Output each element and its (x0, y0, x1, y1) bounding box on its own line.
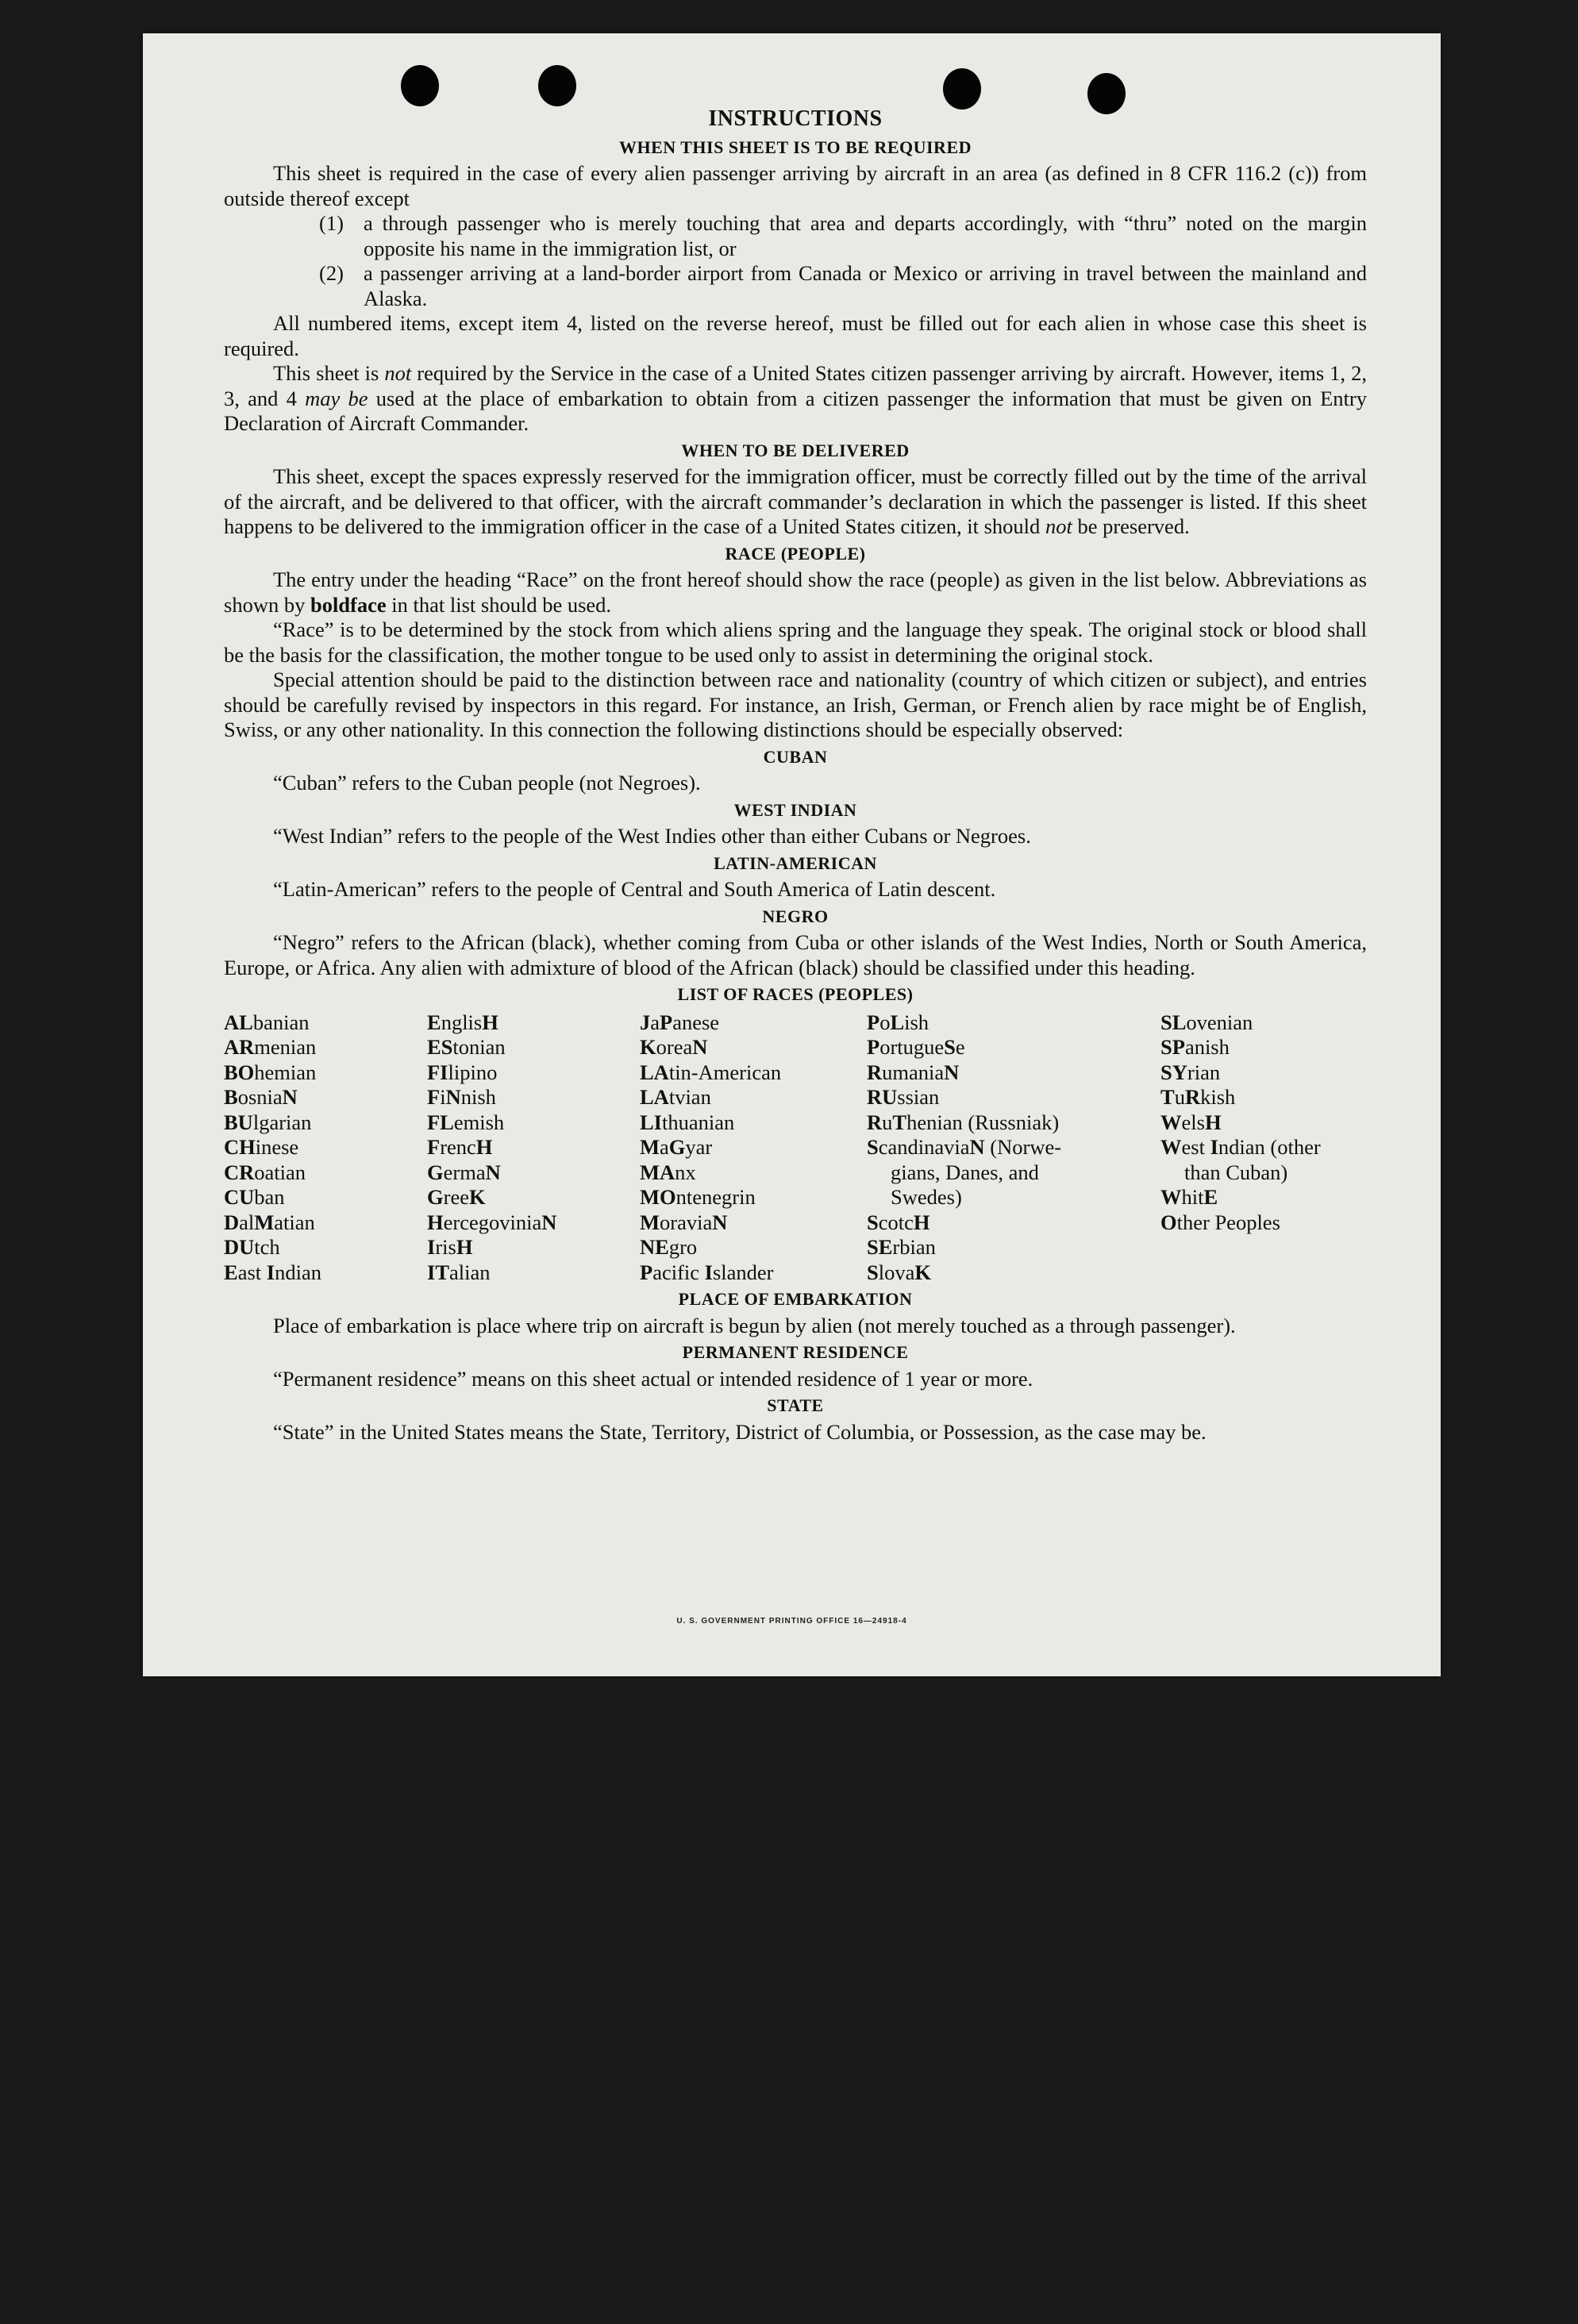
race-entry (640, 1185, 867, 1210)
item-text: a passenger arriving at a land-border airport from Canada or Mexico or arriving in travel between the mainland and Alaska. (364, 261, 1367, 310)
race-column (1160, 1010, 1367, 1286)
race-entry (1160, 1085, 1367, 1110)
race-name-part: tch (254, 1235, 280, 1259)
section-heading: WHEN THIS SHEET IS TO BE REQUIRED (618, 137, 972, 157)
race-abbreviation: H (427, 1210, 444, 1234)
race-abbreviation: FI (427, 1060, 448, 1084)
race-abbreviation: W (1160, 1135, 1182, 1159)
printer-imprint: U. S. GOVERNMENT PRINTING OFFICE 16—24918-4 (676, 1617, 907, 1626)
list-item (319, 261, 1367, 311)
race-abbreviation: G (668, 1135, 686, 1159)
race-abbreviation: LI (640, 1110, 662, 1134)
race-column (224, 1010, 427, 1286)
race-name-part: anese (672, 1010, 720, 1034)
race-name-part: ndian (other (1218, 1135, 1321, 1159)
race-abbreviation: S (944, 1035, 956, 1059)
race-abbreviation: RU (867, 1085, 898, 1109)
race-abbreviation: CH (224, 1135, 256, 1159)
race-name-part: nx (675, 1160, 696, 1184)
race-name-part: al (239, 1210, 255, 1234)
race-abbreviation: R (867, 1110, 883, 1134)
race-column (427, 1010, 640, 1286)
race-entry (867, 1260, 1160, 1286)
race-name-part: ban (254, 1185, 285, 1209)
race-abbreviation: N (944, 1060, 960, 1084)
race-abbreviation: N (445, 1085, 461, 1109)
race-abbreviation: I (266, 1260, 275, 1284)
race-entry (224, 1160, 427, 1186)
race-name-part: ther Peoples (1176, 1210, 1280, 1234)
race-name-part: u (882, 1110, 893, 1134)
race-entry (224, 1035, 427, 1060)
paragraph: Place of embarkation is place where trip on aircraft is begun by alien (not merely touched as a through passenger). (273, 1313, 1236, 1337)
paragraph: “Latin-American” refers to the people of Central and South America of Latin descent. (273, 877, 996, 901)
race-abbreviation: I (427, 1235, 436, 1259)
race-abbreviation: O (1160, 1210, 1177, 1234)
paragraph: This sheet is required in the case of every alien passenger arriving by aircraft in an area (as defined in 8 CFR 116.2 (c)) from outside thereof except (224, 161, 1367, 210)
race-name-part: renc (440, 1135, 476, 1159)
race-entry (224, 1010, 427, 1036)
race-abbreviation: G (427, 1185, 444, 1209)
race-name-part: rian (1187, 1060, 1221, 1084)
race-abbreviation: DU (224, 1235, 255, 1259)
race-abbreviation: F (427, 1085, 441, 1109)
race-abbreviation: H (913, 1210, 930, 1234)
race-entry (1160, 1010, 1367, 1036)
race-abbreviation: K (640, 1035, 656, 1059)
race-name-part: tin-American (668, 1060, 782, 1084)
race-abbreviation: W (1160, 1110, 1182, 1134)
race-name-part: thuanian (662, 1110, 735, 1134)
race-name-part: alian (449, 1260, 491, 1284)
race-name-part: ast (237, 1260, 267, 1284)
punch-hole (538, 65, 576, 106)
section-heading: STATE (767, 1395, 824, 1415)
section-heading: CUBAN (763, 746, 828, 767)
race-entry (427, 1085, 640, 1110)
race-entry (224, 1110, 427, 1136)
race-abbreviation: N (692, 1035, 708, 1059)
race-abbreviation: LA (640, 1060, 669, 1084)
race-abbreviation: N (712, 1210, 728, 1234)
race-abbreviation: S (867, 1260, 879, 1284)
race-name-part: ish (904, 1010, 929, 1034)
race-name-part: tonian (452, 1035, 506, 1059)
race-abbreviation: E (224, 1260, 238, 1284)
item-number: (2) (319, 261, 344, 285)
race-abbreviation: BO (224, 1060, 255, 1084)
race-entry (1160, 1160, 1367, 1186)
race-abbreviation: N (541, 1210, 557, 1234)
race-abbreviation: H (475, 1135, 493, 1159)
race-abbreviation: E (427, 1010, 441, 1034)
race-name-part: oravia (660, 1210, 713, 1234)
race-abbreviation: SE (867, 1235, 893, 1259)
paragraph (224, 361, 1367, 437)
race-abbreviation: H (482, 1010, 498, 1034)
text-run: be preserved. (1072, 514, 1190, 538)
race-abbreviation: T (892, 1110, 907, 1134)
race-abbreviation: K (914, 1260, 931, 1284)
race-entry (640, 1210, 867, 1236)
race-entry (224, 1185, 427, 1210)
document-page (143, 33, 1441, 1676)
paragraph (224, 568, 1367, 618)
race-abbreviation: MA (640, 1160, 675, 1184)
race-entry (224, 1085, 427, 1110)
race-entry (224, 1060, 427, 1086)
race-entry (640, 1135, 867, 1160)
race-entry (640, 1260, 867, 1286)
text-run: This sheet is (273, 361, 385, 385)
race-entry (427, 1110, 640, 1136)
race-abbreviation: E (1203, 1185, 1218, 1209)
race-name-part: emish (453, 1110, 505, 1134)
race-abbreviation: SY (1160, 1060, 1187, 1084)
race-abbreviation: LA (640, 1085, 669, 1109)
race-abbreviation: CR (224, 1160, 255, 1184)
race-name-part: u (1174, 1085, 1185, 1109)
race-abbreviation: D (224, 1210, 240, 1234)
race-abbreviation: M (254, 1210, 275, 1234)
race-entry (867, 1210, 1160, 1236)
paragraph: All numbered items, except item 4, listed on the reverse hereof, must be filled out for each alien in whose case this sheet is required. (224, 311, 1367, 360)
page-title: INSTRUCTIONS (708, 106, 883, 131)
race-entry (640, 1085, 867, 1110)
bold-text: boldface (310, 592, 387, 617)
race-name-part: e (955, 1035, 965, 1059)
race-name-part: candinavia (878, 1135, 970, 1159)
race-entry (224, 1135, 427, 1160)
race-name-part: atian (274, 1210, 315, 1234)
race-name-part: gro (668, 1235, 698, 1259)
race-entry (224, 1210, 427, 1236)
race-abbreviation: IT (427, 1260, 449, 1284)
section-heading: WHEN TO BE DELIVERED (681, 440, 910, 460)
race-entry (640, 1060, 867, 1086)
race-name-part: els (1181, 1110, 1205, 1134)
race-entry (640, 1160, 867, 1186)
race-name-part: hit (1181, 1185, 1204, 1209)
race-name-part: ris (435, 1235, 456, 1259)
race-entry (867, 1235, 1160, 1260)
race-name-part: menian (254, 1035, 317, 1059)
race-name-part: ercegovinia (443, 1210, 542, 1234)
section-heading: PERMANENT RESIDENCE (682, 1342, 909, 1362)
race-entry (867, 1110, 1160, 1136)
race-name-part: kish (1200, 1085, 1236, 1109)
paragraph: “Permanent residence” means on this sheet actual or intended residence of 1 year or more. (273, 1366, 1033, 1391)
race-abbreviation: N (485, 1160, 501, 1184)
paragraph: “State” in the United States means the State, Territory, District of Columbia, or Possession, as the case may be. (273, 1419, 1207, 1444)
race-abbreviation: I (704, 1260, 713, 1284)
race-name-part: orea (656, 1035, 693, 1059)
race-name-part: yar (685, 1135, 713, 1159)
race-name-part: nglis (441, 1010, 483, 1034)
race-name-part: inese (255, 1135, 299, 1159)
item-text: a through passenger who is merely touching that area and departs accordingly, with “thru” noted on the margin opposite his name in the immigration list, or (364, 211, 1367, 260)
race-name-part: oatian (254, 1160, 306, 1184)
paragraph: “Negro” refers to the African (black), whether coming from Cuba or other islands of the West Indies, North or South America, Europe, or Africa. Any alien with admixture of blood of the African (black) should be classified under this heading. (224, 930, 1367, 979)
race-abbreviation: P (660, 1010, 673, 1034)
race-name-part: hemian (254, 1060, 317, 1084)
race-abbreviation: ES (427, 1035, 453, 1059)
race-entry (867, 1060, 1160, 1086)
race-column (867, 1010, 1160, 1286)
punch-hole (401, 65, 439, 106)
race-name-part: lova (878, 1260, 915, 1284)
race-abbreviation: S (867, 1210, 879, 1234)
section-heading: RACE (PEOPLE) (725, 543, 866, 564)
race-abbreviation: G (427, 1160, 444, 1184)
race-entry (867, 1035, 1160, 1060)
race-name-part: osnia (237, 1085, 283, 1109)
race-abbreviation: CU (224, 1185, 255, 1209)
text-run: This sheet, except the spaces expressly reserved for the immigration officer, must be correctly filled out by the time of the arrival of the aircraft, and be delivered to that officer, with the aircraft commander’s declaration in which the passenger is listed. If this sheet happens to be delivered to the immigration officer in the case of a United States citizen, it should (224, 464, 1367, 538)
race-name-part: est (1181, 1135, 1210, 1159)
section-heading: LIST OF RACES (PEOPLES) (677, 984, 914, 1004)
race-entry (427, 1235, 640, 1260)
text-run: required by the Service in the case of a United States citizen passenger arriving by aircraft. However, items 1, 2, 3, and 4 (224, 361, 1367, 410)
section-heading: WEST INDIAN (733, 799, 857, 820)
race-entry-continuation: gians, Danes, and (891, 1160, 1039, 1184)
section-heading: PLACE OF EMBARKATION (678, 1289, 913, 1309)
race-entry-continuation: Swedes) (891, 1185, 962, 1209)
race-abbreviation: R (867, 1060, 883, 1084)
race-name-part: a (650, 1010, 660, 1034)
race-name-part: lipino (448, 1060, 498, 1084)
race-name-part: henian (Russniak) (906, 1110, 1060, 1134)
race-name-part: ree (443, 1185, 469, 1209)
race-entry (1160, 1060, 1367, 1086)
race-entry (427, 1160, 640, 1186)
race-abbreviation: BU (224, 1110, 253, 1134)
text-run: in that list should be used. (386, 592, 612, 617)
section-heading: NEGRO (762, 906, 829, 926)
race-name-part: lgarian (252, 1110, 312, 1134)
race-name-part: nish (460, 1085, 496, 1109)
race-abbreviation: K (468, 1185, 486, 1209)
race-name-part: erma (443, 1160, 486, 1184)
race-name-part: (Norwe- (984, 1135, 1062, 1159)
race-abbreviation: T (1160, 1085, 1175, 1109)
instructions-body (224, 106, 1367, 1445)
race-name-part: a (660, 1135, 669, 1159)
italic-text: may be (305, 386, 368, 410)
race-entry (427, 1210, 640, 1236)
race-abbreviation: MO (640, 1185, 676, 1209)
italic-text: not (1045, 514, 1072, 538)
race-abbreviation: P (640, 1260, 653, 1284)
race-entry (640, 1110, 867, 1136)
race-name-part: banian (252, 1010, 310, 1034)
race-entry (867, 1010, 1160, 1036)
race-abbreviation: AL (224, 1010, 253, 1034)
race-entry (867, 1160, 1160, 1186)
race-abbreviation: N (969, 1135, 985, 1159)
text-run: used at the place of embarkation to obtain from a citizen passenger the information that must be given on Entry Declaration of Aircraft Commander. (224, 386, 1367, 435)
race-list (224, 1010, 1367, 1286)
race-entry (224, 1235, 427, 1260)
item-number: (1) (319, 211, 344, 235)
race-entry (427, 1260, 640, 1286)
race-name-part: slander (712, 1260, 774, 1284)
race-entry (867, 1085, 1160, 1110)
race-name-part: cotc (878, 1210, 914, 1234)
race-name-part: o (879, 1010, 891, 1034)
race-abbreviation: L (890, 1010, 905, 1034)
race-entry (224, 1260, 427, 1286)
paragraph: Special attention should be paid to the distinction between race and nationality (country of which citizen or subject), and entries should be carefully revised by inspectors in this regard. For instance, an Irish, German, or French alien by race might be of English, Swiss, or any other nationality. In this connection the following distinctions should be especially observed: (224, 668, 1367, 741)
race-abbreviation: AR (224, 1035, 255, 1059)
race-entry (1160, 1135, 1367, 1160)
paragraph: “Race” is to be determined by the stock from which aliens spring and the language they speak. The original stock or blood shall be the basis for the classification, the mother tongue to be used only to assist in determining the original stock. (224, 618, 1367, 667)
paragraph: “West Indian” refers to the people of the West Indies other than either Cubans or Negroes. (273, 824, 1031, 848)
race-abbreviation: P (867, 1010, 880, 1034)
race-entry (640, 1235, 867, 1260)
race-abbreviation: F (427, 1135, 441, 1159)
list-item (319, 211, 1367, 261)
punch-hole (943, 68, 981, 110)
race-entry (867, 1135, 1160, 1160)
race-abbreviation: H (456, 1235, 473, 1259)
race-abbreviation: NE (640, 1235, 669, 1259)
race-entry-continuation: than Cuban) (1184, 1160, 1288, 1184)
race-abbreviation: W (1160, 1185, 1182, 1209)
race-name-part: i (440, 1085, 446, 1109)
paragraph (224, 464, 1367, 540)
race-entry (640, 1035, 867, 1060)
race-name-part: rbian (892, 1235, 936, 1259)
race-abbreviation: N (282, 1085, 298, 1109)
race-abbreviation: I (1210, 1135, 1218, 1159)
race-column (640, 1010, 867, 1286)
race-abbreviation: R (1184, 1085, 1201, 1109)
race-name-part: ortugue (879, 1035, 945, 1059)
race-abbreviation: M (640, 1210, 660, 1234)
race-abbreviation: P (867, 1035, 880, 1059)
race-entry (427, 1010, 640, 1036)
race-entry (427, 1035, 640, 1060)
race-abbreviation: B (224, 1085, 238, 1109)
race-name-part: ntenegrin (675, 1185, 756, 1209)
race-entry (1160, 1210, 1367, 1236)
race-abbreviation: J (640, 1010, 651, 1034)
paragraph: “Cuban” refers to the Cuban people (not Negroes). (273, 771, 701, 795)
race-name-part: umania (882, 1060, 945, 1084)
race-entry (867, 1185, 1160, 1210)
section-heading: LATIN-AMERICAN (714, 852, 877, 873)
race-name-part: tvian (668, 1085, 711, 1109)
race-entry (1160, 1185, 1367, 1210)
race-name-part: ssian (897, 1085, 940, 1109)
race-name-part: acific (652, 1260, 705, 1284)
text-run: The entry under the heading “Race” on the front hereof should show the race (people) as given in the list below. Abbreviations as shown by (224, 568, 1367, 617)
race-abbreviation: M (640, 1135, 660, 1159)
race-entry (640, 1010, 867, 1036)
race-abbreviation: SL (1160, 1010, 1187, 1034)
race-entry (1160, 1110, 1367, 1136)
race-entry (427, 1135, 640, 1160)
race-name-part: ovenian (1186, 1010, 1253, 1034)
race-entry (427, 1185, 640, 1210)
race-abbreviation: FL (427, 1110, 454, 1134)
italic-text: not (384, 361, 412, 385)
race-name-part: anish (1184, 1035, 1230, 1059)
race-abbreviation: H (1204, 1110, 1222, 1134)
race-abbreviation: S (867, 1135, 879, 1159)
race-entry (427, 1060, 640, 1086)
race-name-part: ndian (275, 1260, 321, 1284)
race-entry (1160, 1035, 1367, 1060)
race-abbreviation: SP (1160, 1035, 1185, 1059)
